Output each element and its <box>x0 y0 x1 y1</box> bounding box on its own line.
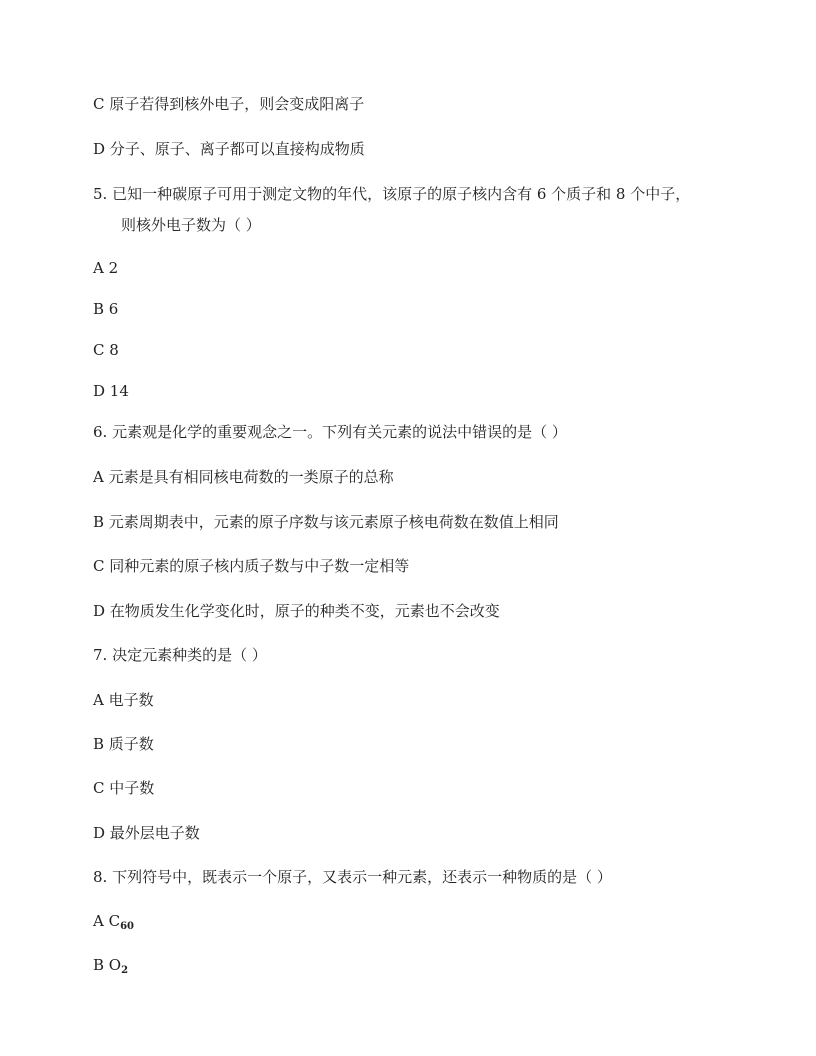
q5-option-d: D 14 <box>93 382 129 400</box>
q7-option-c: C 中子数 <box>93 779 155 797</box>
q5-option-c: C 8 <box>93 341 119 359</box>
q7-stem: 7. 决定元素种类的是（ ） <box>93 646 267 664</box>
q6-option-b: B 元素周期表中，元素的原子序数与该元素原子核电荷数在数值上相同 <box>93 513 559 531</box>
q6-option-d: D 在物质发生化学变化时，原子的种类不变，元素也不会改变 <box>93 602 500 620</box>
q5-option-b: B 6 <box>93 300 119 318</box>
q5-stem-line-1: 5. 已知一种碳原子可用于测定文物的年代，该原子的原子核内含有 6 个质子和 8 个中子， <box>93 185 691 203</box>
q8-option-a-subscript: 60 <box>120 921 134 932</box>
q8-option-b-formula: B O <box>93 956 122 974</box>
q7-option-a: A 电子数 <box>93 691 154 709</box>
q8-option-b-subscript: 2 <box>121 965 129 976</box>
q8-stem: 8. 下列符号中，既表示一个原子，又表示一种元素，还表示一种物质的是（ ） <box>93 868 612 886</box>
q7-option-d: D 最外层电子数 <box>93 824 200 842</box>
q5-option-a: A 2 <box>93 259 119 277</box>
q8-option-a-formula: A C <box>93 912 121 930</box>
q4-option-c: C 原子若得到核外电子，则会变成阳离子 <box>93 95 365 113</box>
q4-option-d: D 分子、原子、离子都可以直接构成物质 <box>93 140 365 158</box>
q8-option-a <box>93 911 134 937</box>
q6-option-a: A 元素是具有相同核电荷数的一类原子的总称 <box>93 468 394 486</box>
q7-option-b: B 质子数 <box>93 735 154 753</box>
q6-stem: 6. 元素观是化学的重要观念之一。下列有关元素的说法中错误的是（ ） <box>93 423 567 441</box>
q5-stem-line-2: 则核外电子数为（ ） <box>121 216 261 234</box>
q6-option-c: C 同种元素的原子核内质子数与中子数一定相等 <box>93 557 410 575</box>
q8-option-b <box>93 955 128 981</box>
